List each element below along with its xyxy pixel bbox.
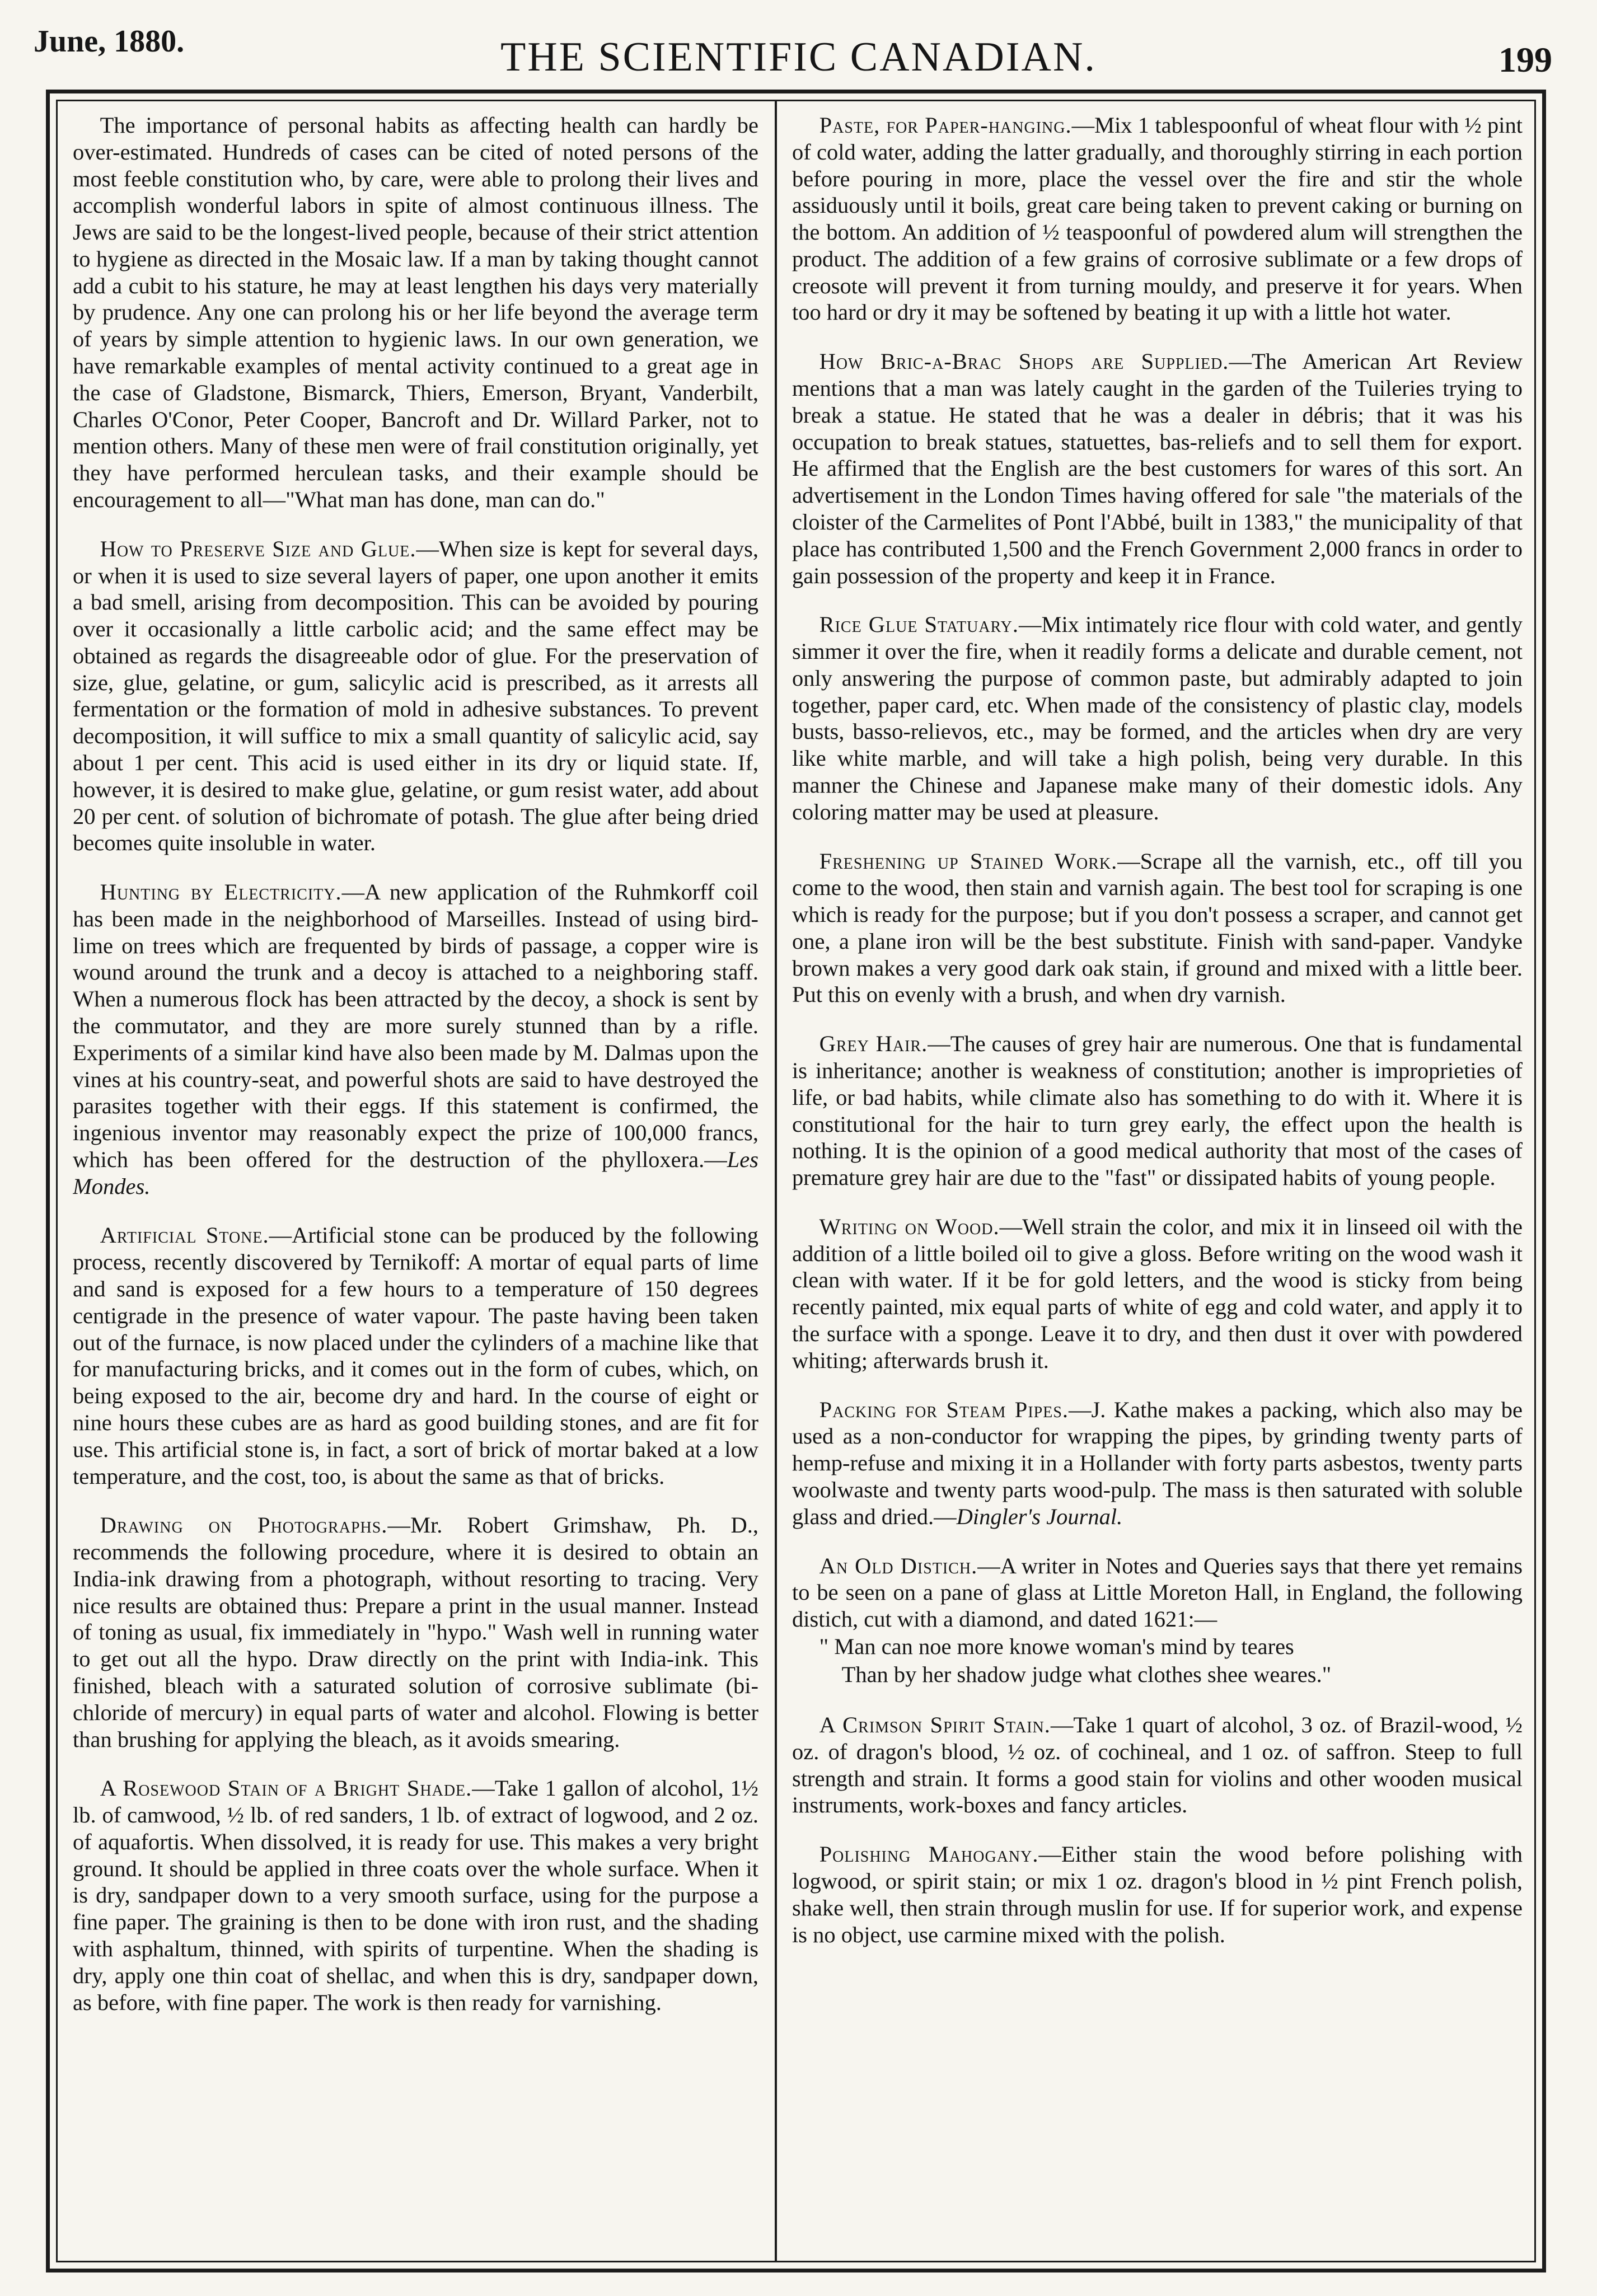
article-body: —Take 1 quart of alcohol, 3 oz. of Brazil-wood, ½ oz. of dragon's blood, ½ oz. of cochineal, and 1 oz. of saffron. Steep to full strength and strain. It forms a good stain for violins and other wooden musical instruments, work-boxes and fancy articles. [792, 1712, 1523, 1818]
article-grey-hair [792, 1030, 1523, 1191]
article-freshening-stained-work [792, 848, 1523, 1009]
article-heading: Packing for Steam Pipes. [819, 1397, 1069, 1422]
article-polishing-mahogany [792, 1841, 1523, 1948]
article-body: —Take 1 gallon of alcohol, 1½ lb. of camwood, ½ lb. of red sanders, 1 lb. of extract of logwood, and 2 oz. of aquafortis. When dissolved, it is ready for use. This makes a very bright ground. It should be applied in three coats over the whole surface. When it is dry, sandpaper down to a very smooth surface, using for the purpose a fine paper. The graining is then to be done with iron rust, and the shading with asphaltum, thinned, with spirits of turpentine. When the shading is dry, apply one thin coat of shellac, and when this is dry, sandpaper down, as before, with fine paper. The work is then ready for varnishing. [73, 1775, 758, 2015]
article-drawing-photographs [73, 1512, 758, 1753]
article-heading: Artificial Stone. [100, 1222, 269, 1248]
article-body: The importance of personal habits as affecting health can hardly be over-estimated. Hundreds of cases can be cited of noted persons of the most feeble constitution who, by care, were able to prolong their lives and accomplish wonderful labors in spite of almost continuous illness. The Jews are said to be the longest-lived people, because of their strict attention to hygiene as directed in the Mosaic law. If a man by taking thought cannot add a cubit to his stature, he may at least lengthen his days very materially by prudence. Any one can prolong his or her life beyond the average term of years by simple attention to hygienic laws. In our own generation, we have remarkable examples of mental activity continued to a great age in the case of Gladstone, Bismarck, Thiers, Emerson, Bryant, Vanderbilt, Charles O'Conor, Peter Cooper, Bancroft and Dr. Willard Parker, not to mention others. Many of these men were of frail constitution originally, yet they have performed herculean tasks, and their example should be encouragement to all—"What man has done, man can do." [73, 113, 758, 512]
article-artificial-stone [73, 1222, 758, 1489]
article-body: —Artificial stone can be produced by the following process, recently discovered by Ternikoff: A mortar of equal parts of lime and sand is exposed for a few hours to a temperature of 150 degrees centigrade in the presence of water vapour. The paste having been taken out of the furnace, is now placed under the cylinders of a machine like that for manufacturing bricks, and it comes out in the form of cubes, which, on being exposed to the air, become dry and hard. In the course of eight or nine hours these cubes are as hard as good building stones, and are fit for use. This artificial stone is, in fact, a sort of brick of mortar baked at a low temperature, and the cost, too, is about the same as that of bricks. [73, 1222, 758, 1489]
article-crimson-spirit-stain [792, 1712, 1523, 1819]
article-heading: Paste, for Paper-hanging. [819, 113, 1072, 138]
article-bric-a-brac [792, 348, 1523, 589]
article-personal-habits [73, 112, 758, 513]
article-heading: A Rosewood Stain of a Bright Shade. [100, 1775, 472, 1801]
issue-date: June, 1880. [34, 24, 185, 59]
article-body: —The causes of grey hair are numerous. One that is fundamental is inheritance; another is weakness of constitution; another is improprieties of life, or bad habits, while climate also has something to do with it. Where it is constitutional for the hair to turn grey early, the effect upon the health is nothing. It is the opinion of a good medical authority that most of the cases of premature grey hair are due to the "fast" or dissipated habits of young people. [792, 1031, 1523, 1191]
article-heading: An Old Distich. [819, 1553, 978, 1578]
article-body: —Well strain the color, and mix it in linseed oil with the addition of a little boiled oil to give a gloss. Before writing on the wood wash it clean with water. If it be for gold letters, and the wood is sticky from being recently painted, mix equal parts of white of egg and cold water, and apply it to the surface with a sponge. Leave it to dry, and then dust it over with powdered whiting; afterwards brush it. [792, 1213, 1523, 1373]
article-heading: How to Preserve Size and Glue. [100, 536, 416, 561]
article-rice-glue-statuary [792, 611, 1523, 825]
article-heading: Rice Glue Statuary. [819, 612, 1019, 638]
article-heading: Freshening up Stained Work. [819, 848, 1118, 874]
article-rosewood-stain [73, 1775, 758, 2016]
article-body: —When size is kept for several days, or when it is used to size several layers of paper, one upon another it emits a bad smell, arising from decomposition. This can be avoided by pouring over it occasionally a little carbolic acid; and the same effect may be obtained as regards the disagreeable odor of glue. For the preservation of size, glue, gelatine, or gum, salicylic acid is prescribed, as it arrests all fermentation or the formation of mold in adhesive substances. To prevent decomposition, it will suffice to mix a small quantity of salicylic acid, say about 1 per cent. This acid is used either in its dry or liquid state. If, however, it is desired to make glue, gelatine, or gum resist water, add about 20 per cent. of solution of bichromate of potash. The glue after being dried becomes quite insoluble in water. [73, 536, 758, 856]
article-source: Dingler's Journal. [956, 1503, 1123, 1529]
column-divider [775, 100, 777, 2262]
article-packing-steam-pipes [792, 1397, 1523, 1530]
article-body: —J. Kathe makes a packing, which also may be used as a non-conductor for wrapping the pipes, by grinding twenty parts of hemp-refuse and mixing it in a Hollander with forty parts asbestos, twenty parts woolwaste and twenty parts wood-pulp. The mass is then saturated with soluble glass and dried.— [792, 1397, 1523, 1529]
quote-line: Than by her shadow judge what clothes shee weares." [841, 1662, 1332, 1688]
article-heading: How Bric-a-Brac Shops are Supplied. [819, 349, 1229, 374]
article-source: Les Mondes. [73, 1146, 758, 1199]
article-heading: A Crimson Spirit Stain. [819, 1712, 1051, 1738]
article-body: —A writer in Notes and Queries says that there yet remains to be seen on a pane of glass at Little Moreton Hall, in England, the following distich, cut with a diamond, and dated 1621:— [792, 1553, 1523, 1632]
article-heading: Hunting by Electricity. [100, 879, 342, 905]
article-body: —Mix 1 tablespoonful of wheat flour with ½ pint of cold water, adding the latter gradually, and thoroughly stirring in each portion before pouring in more, place the vessel over the fire and stir the whole assiduously until it boils, great care being taken to prevent caking or burning on the bottom. An addition of ½ teaspoonful of powdered alum will strengthen the product. The addition of a few grains of corrosive sublimate or a few drops of creosote will prevent it from turning mouldy, and preserve it for years. When too hard or dry it may be softened by beating it up with a little hot water. [792, 113, 1523, 325]
article-hunting-electricity [73, 879, 758, 1199]
article-writing-on-wood [792, 1213, 1523, 1374]
quote-line: " Man can noe more knowe woman's mind by teares [819, 1633, 1294, 1659]
article-body: —A new application of the Ruhmkorff coil has been made in the neighborhood of Marseilles. Instead of using bird-lime on trees which are frequented by birds of passage, a copper wire is wound around the trunk and a decoy is attached to a neighboring staff. When a numerous flock has been attracted by the decoy, a shock is sent by the commutator, and they are more surely stunned than by a rifle. Experiments of a similar kind have also been made by M. Dalmas upon the vines at his country-seat, and powerful shots are said to have destroyed the parasites together with their eggs. If this statement is confirmed, the ingenious inventor may reasonably expect the prize of 100,000 francs, which has been offered for the destruction of the phylloxera.— [73, 879, 758, 1172]
right-column [792, 112, 1523, 2250]
article-body: —Either stain the wood before polishing with logwood, or spirit stain; or mix 1 oz. dragon's blood in ½ pint French polish, shake well, then strain through muslin for use. If for superior work, and expense is no object, use carmine mixed with the polish. [792, 1842, 1523, 1947]
masthead-title: THE SCIENTIFIC CANADIAN. [500, 34, 1097, 80]
article-heading: Polishing Mahogany. [819, 1842, 1039, 1867]
article-heading: Grey Hair. [819, 1031, 928, 1057]
article-paste-paper-hanging [792, 112, 1523, 326]
page-header [0, 0, 1597, 90]
left-column [73, 112, 758, 2250]
article-old-distich [792, 1553, 1523, 1690]
article-body: —Mix intimately rice flour with cold water, and gently simmer it over the fire, when it readily forms a delicate and durable cement, not only answering the purpose of common paste, but admirably adapted to join together, paper card, etc. When made of the consistency of plastic clay, models busts, basso-relievos, etc., may be formed, and the articles when dry are very like white marble, and will take a high polish, being very durable. In this manner the Chinese and Japanese make many of their domestic idols. Any coloring matter may be used at pleasure. [792, 612, 1523, 824]
article-heading: Writing on Wood. [819, 1213, 1000, 1239]
article-preserve-size-glue [73, 536, 758, 856]
page-number: 199 [1498, 40, 1552, 79]
article-body: —Scrape all the varnish, etc., off till you come to the wood, then stain and varnish again. The best tool for scraping is one which is ready for the purpose; but if you don't possess a scraper, and cannot get one, a plane iron will be the best substitute. Finish with sand-paper. Vandyke brown makes a very good dark oak stain, if ground and mixed with a little beer. Put this on evenly with a brush, and when dry varnish. [792, 848, 1523, 1008]
article-body: —The American Art Review mentions that a man was lately caught in the garden of the Tuileries trying to break a statue. He stated that he was a dealer in débris; that it was his occupation to break statues, statuettes, bas-reliefs and to sell them for export. He affirmed that the English are the best customers for wares of this sort. An advertisement in the London Times having offered for sale "the materials of the cloister of the Carmelites of Pont l'Abbé, built in 1383," the municipality of that place has contributed 1,500 and the French Government 2,000 francs in order to gain possession of the property and keep it in France. [792, 349, 1523, 588]
distich-quote [792, 1633, 1523, 1689]
article-heading: Drawing on Photographs. [100, 1512, 388, 1538]
article-body: —Mr. Robert Grimshaw, Ph. D., recommends the following procedure, where it is desired to obtain an India-ink drawing from a photograph, without resorting to tracing. Very nice results are obtained thus: Prepare a print in the usual manner. Instead of toning as usual, fix immediately in "hypo." Wash well in running water to get out all the hypo. Draw directly on the print with India-ink. This finished, bleach with a saturated solution of corrosive sublimate (bi-chloride of mercury) in equal parts of water and alcohol. Flowing is better than brushing for applying the bleach, as it avoids smearing. [73, 1512, 758, 1752]
